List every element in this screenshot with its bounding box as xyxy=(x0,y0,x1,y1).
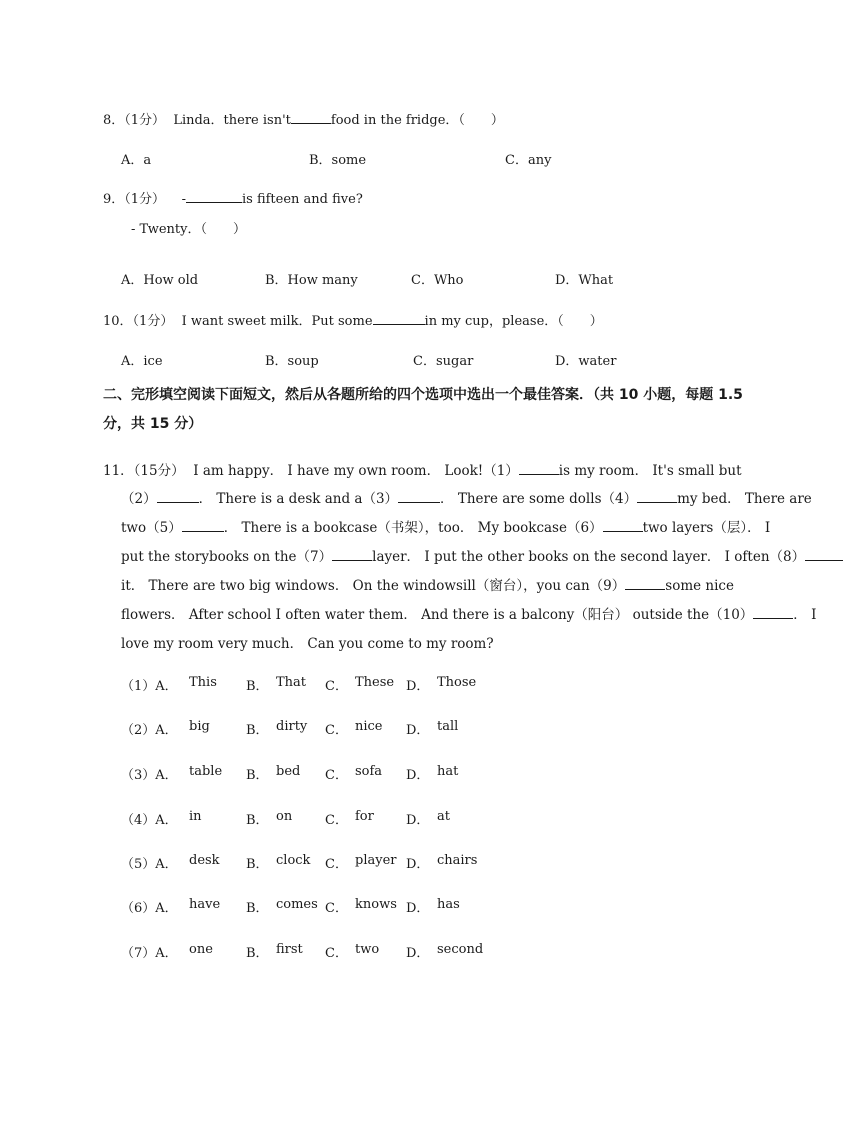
subquestion-row xyxy=(0,675,866,695)
subquestion-row xyxy=(0,809,866,829)
answer-blank xyxy=(182,519,224,532)
question-text: in my cup，please．（ ） xyxy=(424,314,603,329)
option-c-label: C． xyxy=(325,901,348,916)
option-c: player xyxy=(355,853,397,868)
answer-blank xyxy=(398,490,440,503)
subquestion-label: （5）A． xyxy=(121,857,178,872)
question-text: Linda．there isn't xyxy=(173,113,291,128)
option-b-label: B． xyxy=(246,901,269,916)
option-a: table xyxy=(189,764,223,779)
question-number: 9．（1分） xyxy=(103,192,166,207)
subquestion-label: （1）A． xyxy=(121,679,178,694)
option-c: for xyxy=(355,809,374,824)
option-c: These xyxy=(355,675,395,690)
option-a: one xyxy=(189,942,213,957)
question-text: food in the fridge．（ ） xyxy=(330,113,504,128)
question-9-stem xyxy=(103,188,363,207)
subquestion-row xyxy=(0,942,866,962)
answer-blank xyxy=(519,462,559,475)
option-c: two xyxy=(355,942,380,957)
subquestion-row xyxy=(0,764,866,784)
option-c-label: C． xyxy=(325,813,348,828)
option-b: bed xyxy=(276,764,301,779)
subquestion-row xyxy=(0,719,866,739)
passage-line: love my room very much． Can you come to my room? xyxy=(121,636,494,652)
section-heading: 二、完形填空阅读下面短文，然后从各题所给的四个选项中选出一个最佳答案．（共 10 小题，每题 1.5 分，共 15 分） xyxy=(103,387,743,432)
option-b-label: B． xyxy=(246,723,269,738)
option-b: B．How many xyxy=(265,273,358,288)
option-d-label: D． xyxy=(406,901,430,916)
option-d: D．What xyxy=(555,273,614,288)
passage-line: （2） ． There is a desk and a（3） ． There are some dolls（4） my bed． There are xyxy=(121,491,812,507)
answer-blank xyxy=(373,312,425,325)
option-b: clock xyxy=(276,853,311,868)
question-number: 10．（1分） xyxy=(103,314,174,329)
option-c-label: C． xyxy=(325,768,348,783)
option-d: has xyxy=(437,897,460,912)
answer-blank xyxy=(603,519,643,532)
option-a: big xyxy=(189,719,210,734)
passage-line: it． There are two big windows． On the windowsill（窗台），you can（9） some nice xyxy=(121,578,734,594)
option-c: C．sugar xyxy=(413,354,474,369)
subquestion-row xyxy=(0,897,866,917)
question-9-line2: - Twenty．（ ） xyxy=(131,222,246,237)
option-b: on xyxy=(276,809,293,824)
option-d-label: D． xyxy=(406,813,430,828)
option-c: nice xyxy=(355,719,383,734)
option-b: That xyxy=(276,675,307,690)
option-c: C．any xyxy=(505,153,552,168)
option-d: D．water xyxy=(555,354,617,369)
option-d-label: D． xyxy=(406,857,430,872)
option-b: B．some xyxy=(309,153,367,168)
question-number: 11．（15分） xyxy=(103,463,185,479)
option-d: tall xyxy=(437,719,459,734)
option-d: at xyxy=(437,809,450,824)
option-a: desk xyxy=(189,853,220,868)
option-c: C．Who xyxy=(411,273,464,288)
question-10-stem xyxy=(103,310,603,329)
question-text: I want sweet milk．Put some xyxy=(181,314,373,329)
option-d: chairs xyxy=(437,853,478,868)
option-d-label: D． xyxy=(406,679,430,694)
subquestion-label: （4）A． xyxy=(121,813,178,828)
option-d-label: D． xyxy=(406,768,430,783)
option-b-label: B． xyxy=(246,946,269,961)
question-text: is fifteen and five? xyxy=(241,192,363,207)
option-b-label: B． xyxy=(246,768,269,783)
subquestion-row xyxy=(0,853,866,873)
question-8-stem xyxy=(103,109,504,128)
passage-line: flowers． After school I often water them． And there is a balcony（阳台） outside the（10） ． I xyxy=(121,607,817,623)
option-a: A．ice xyxy=(121,354,163,369)
passage-line: 11．（15分） I am happy． I have my own room． Look!（1） is my room． It's small but xyxy=(103,463,742,479)
option-a: This xyxy=(189,675,217,690)
answer-blank xyxy=(753,606,793,619)
subquestion-label: （2）A． xyxy=(121,723,178,738)
answer-blank xyxy=(291,111,331,124)
option-d: hat xyxy=(437,764,459,779)
answer-blank xyxy=(637,490,677,503)
option-b-label: B． xyxy=(246,679,269,694)
option-b: dirty xyxy=(276,719,308,734)
option-c: knows xyxy=(355,897,397,912)
option-d: second xyxy=(437,942,484,957)
subquestion-label: （3）A． xyxy=(121,768,178,783)
option-d: Those xyxy=(437,675,477,690)
option-b-label: B． xyxy=(246,813,269,828)
option-b: B．soup xyxy=(265,354,319,369)
answer-blank xyxy=(332,548,372,561)
option-b: comes xyxy=(276,897,318,912)
option-b: first xyxy=(276,942,303,957)
option-c: sofa xyxy=(355,764,383,779)
option-c-label: C． xyxy=(325,946,348,961)
question-text: - xyxy=(181,192,186,207)
option-a: in xyxy=(189,809,202,824)
subquestion-label: （6）A． xyxy=(121,901,178,916)
question-number: 8．（1分） xyxy=(103,113,166,128)
option-d-label: D． xyxy=(406,946,430,961)
answer-blank xyxy=(186,190,242,203)
answer-blank xyxy=(625,577,665,590)
answer-blank xyxy=(805,548,843,561)
option-b-label: B． xyxy=(246,857,269,872)
option-c-label: C． xyxy=(325,857,348,872)
subquestion-label: （7）A． xyxy=(121,946,178,961)
option-a: A．a xyxy=(121,153,152,168)
option-c-label: C． xyxy=(325,679,348,694)
option-a: have xyxy=(189,897,221,912)
passage-line: put the storybooks on the（7） layer． I put the other books on the second layer． I often（8） xyxy=(121,545,843,565)
option-d-label: D． xyxy=(406,723,430,738)
passage-line: two（5） ． There is a bookcase（书架），too． My bookcase（6） two layers（层）． I xyxy=(121,520,771,536)
answer-blank xyxy=(157,490,199,503)
option-a: A．How old xyxy=(121,273,199,288)
option-c-label: C． xyxy=(325,723,348,738)
